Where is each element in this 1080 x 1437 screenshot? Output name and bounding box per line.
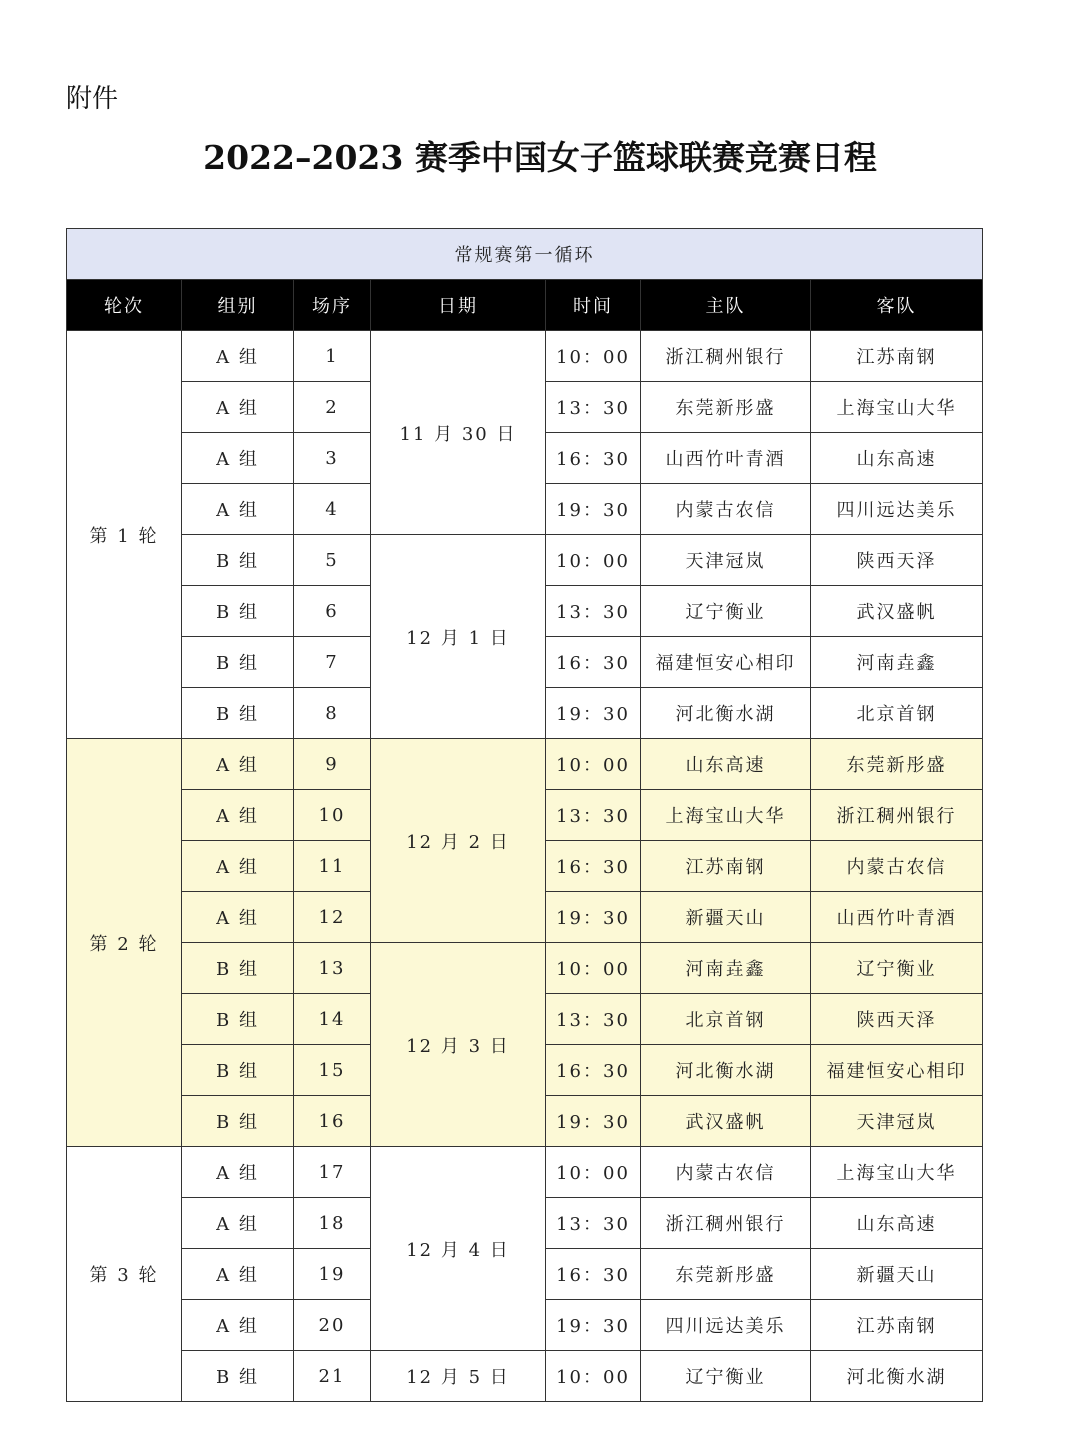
home-team-cell: 四川远达美乐 xyxy=(641,1300,811,1351)
table-row xyxy=(67,943,983,994)
home-team-cell: 东莞新彤盛 xyxy=(641,1249,811,1300)
match-no-cell: 21 xyxy=(294,1351,371,1402)
group-cell: B 组 xyxy=(182,688,294,739)
time-cell: 10：00 xyxy=(546,739,641,790)
group-cell: B 组 xyxy=(182,535,294,586)
match-no-cell: 13 xyxy=(294,943,371,994)
group-cell: B 组 xyxy=(182,943,294,994)
time-cell: 19：30 xyxy=(546,892,641,943)
match-no-cell: 17 xyxy=(294,1147,371,1198)
home-team-cell: 浙江稠州银行 xyxy=(641,1198,811,1249)
round-label: 第 3 轮 xyxy=(67,1147,182,1402)
header-group: 组别 xyxy=(182,280,294,331)
group-cell: B 组 xyxy=(182,1096,294,1147)
home-team-cell: 北京首钢 xyxy=(641,994,811,1045)
match-no-cell: 4 xyxy=(294,484,371,535)
away-team-cell: 武汉盛帆 xyxy=(811,586,983,637)
time-cell: 10：00 xyxy=(546,1351,641,1402)
time-cell: 13：30 xyxy=(546,790,641,841)
home-team-cell: 武汉盛帆 xyxy=(641,1096,811,1147)
attachment-label: 附件 xyxy=(66,84,119,114)
time-cell: 19：30 xyxy=(546,688,641,739)
page-title: 2022–2023 赛季中国女子篮球联赛竞赛日程 xyxy=(203,138,877,177)
date-cell: 12 月 5 日 xyxy=(371,1351,546,1402)
home-team-cell: 河北衡水湖 xyxy=(641,688,811,739)
group-cell: A 组 xyxy=(182,1198,294,1249)
group-cell: A 组 xyxy=(182,739,294,790)
away-team-cell: 河北衡水湖 xyxy=(811,1351,983,1402)
date-cell: 12 月 4 日 xyxy=(371,1147,546,1351)
match-no-cell: 14 xyxy=(294,994,371,1045)
header-row xyxy=(67,280,983,331)
group-cell: B 组 xyxy=(182,637,294,688)
away-team-cell: 东莞新彤盛 xyxy=(811,739,983,790)
time-cell: 13：30 xyxy=(546,586,641,637)
table-row xyxy=(67,535,983,586)
group-cell: A 组 xyxy=(182,1300,294,1351)
away-team-cell: 江苏南钢 xyxy=(811,331,983,382)
home-team-cell: 河南垚鑫 xyxy=(641,943,811,994)
away-team-cell: 浙江稠州银行 xyxy=(811,790,983,841)
away-team-cell: 山东高速 xyxy=(811,1198,983,1249)
time-cell: 16：30 xyxy=(546,433,641,484)
group-cell: A 组 xyxy=(182,892,294,943)
group-cell: A 组 xyxy=(182,331,294,382)
home-team-cell: 山东高速 xyxy=(641,739,811,790)
time-cell: 16：30 xyxy=(546,1045,641,1096)
match-no-cell: 9 xyxy=(294,739,371,790)
away-team-cell: 辽宁衡业 xyxy=(811,943,983,994)
away-team-cell: 陕西天泽 xyxy=(811,535,983,586)
home-team-cell: 江苏南钢 xyxy=(641,841,811,892)
group-cell: A 组 xyxy=(182,484,294,535)
group-cell: A 组 xyxy=(182,382,294,433)
away-team-cell: 上海宝山大华 xyxy=(811,1147,983,1198)
away-team-cell: 陕西天泽 xyxy=(811,994,983,1045)
match-no-cell: 16 xyxy=(294,1096,371,1147)
time-cell: 16：30 xyxy=(546,841,641,892)
away-team-cell: 江苏南钢 xyxy=(811,1300,983,1351)
match-no-cell: 2 xyxy=(294,382,371,433)
round-label: 第 2 轮 xyxy=(67,739,182,1147)
away-team-cell: 北京首钢 xyxy=(811,688,983,739)
time-cell: 10：00 xyxy=(546,1147,641,1198)
header-date: 日期 xyxy=(371,280,546,331)
away-team-cell: 天津冠岚 xyxy=(811,1096,983,1147)
date-cell: 12 月 2 日 xyxy=(371,739,546,943)
match-no-cell: 10 xyxy=(294,790,371,841)
away-team-cell: 新疆天山 xyxy=(811,1249,983,1300)
home-team-cell: 辽宁衡业 xyxy=(641,586,811,637)
schedule-body xyxy=(67,331,983,1402)
table-row xyxy=(67,1351,983,1402)
table-row xyxy=(67,331,983,382)
header-home: 主队 xyxy=(641,280,811,331)
match-no-cell: 7 xyxy=(294,637,371,688)
home-team-cell: 浙江稠州银行 xyxy=(641,331,811,382)
time-cell: 10：00 xyxy=(546,943,641,994)
match-no-cell: 6 xyxy=(294,586,371,637)
match-no-cell: 8 xyxy=(294,688,371,739)
home-team-cell: 上海宝山大华 xyxy=(641,790,811,841)
home-team-cell: 福建恒安心相印 xyxy=(641,637,811,688)
group-cell: B 组 xyxy=(182,1351,294,1402)
home-team-cell: 内蒙古农信 xyxy=(641,484,811,535)
away-team-cell: 山东高速 xyxy=(811,433,983,484)
group-cell: A 组 xyxy=(182,841,294,892)
away-team-cell: 内蒙古农信 xyxy=(811,841,983,892)
home-team-cell: 辽宁衡业 xyxy=(641,1351,811,1402)
group-cell: A 组 xyxy=(182,433,294,484)
group-cell: B 组 xyxy=(182,994,294,1045)
time-cell: 13：30 xyxy=(546,994,641,1045)
group-cell: B 组 xyxy=(182,1045,294,1096)
away-team-cell: 山西竹叶青酒 xyxy=(811,892,983,943)
time-cell: 19：30 xyxy=(546,1300,641,1351)
table-row xyxy=(67,1147,983,1198)
match-no-cell: 20 xyxy=(294,1300,371,1351)
section-title: 常规赛第一循环 xyxy=(67,229,983,280)
group-cell: B 组 xyxy=(182,586,294,637)
table-row xyxy=(67,739,983,790)
away-team-cell: 福建恒安心相印 xyxy=(811,1045,983,1096)
home-team-cell: 内蒙古农信 xyxy=(641,1147,811,1198)
match-no-cell: 5 xyxy=(294,535,371,586)
section-row xyxy=(67,229,983,280)
time-cell: 16：30 xyxy=(546,1249,641,1300)
header-away: 客队 xyxy=(811,280,983,331)
home-team-cell: 山西竹叶青酒 xyxy=(641,433,811,484)
match-no-cell: 19 xyxy=(294,1249,371,1300)
match-no-cell: 3 xyxy=(294,433,371,484)
date-cell: 12 月 3 日 xyxy=(371,943,546,1147)
away-team-cell: 四川远达美乐 xyxy=(811,484,983,535)
time-cell: 16：30 xyxy=(546,637,641,688)
time-cell: 10：00 xyxy=(546,535,641,586)
schedule-table xyxy=(66,228,983,1402)
home-team-cell: 东莞新彤盛 xyxy=(641,382,811,433)
away-team-cell: 河南垚鑫 xyxy=(811,637,983,688)
time-cell: 13：30 xyxy=(546,382,641,433)
time-cell: 19：30 xyxy=(546,484,641,535)
header-round: 轮次 xyxy=(67,280,182,331)
time-cell: 19：30 xyxy=(546,1096,641,1147)
match-no-cell: 11 xyxy=(294,841,371,892)
match-no-cell: 15 xyxy=(294,1045,371,1096)
date-cell: 12 月 1 日 xyxy=(371,535,546,739)
header-match-no: 场序 xyxy=(294,280,371,331)
home-team-cell: 天津冠岚 xyxy=(641,535,811,586)
group-cell: A 组 xyxy=(182,790,294,841)
header-time: 时间 xyxy=(546,280,641,331)
group-cell: A 组 xyxy=(182,1249,294,1300)
away-team-cell: 上海宝山大华 xyxy=(811,382,983,433)
match-no-cell: 1 xyxy=(294,331,371,382)
group-cell: A 组 xyxy=(182,1147,294,1198)
date-cell: 11 月 30 日 xyxy=(371,331,546,535)
time-cell: 13：30 xyxy=(546,1198,641,1249)
home-team-cell: 河北衡水湖 xyxy=(641,1045,811,1096)
home-team-cell: 新疆天山 xyxy=(641,892,811,943)
round-label: 第 1 轮 xyxy=(67,331,182,739)
match-no-cell: 12 xyxy=(294,892,371,943)
time-cell: 10：00 xyxy=(546,331,641,382)
match-no-cell: 18 xyxy=(294,1198,371,1249)
